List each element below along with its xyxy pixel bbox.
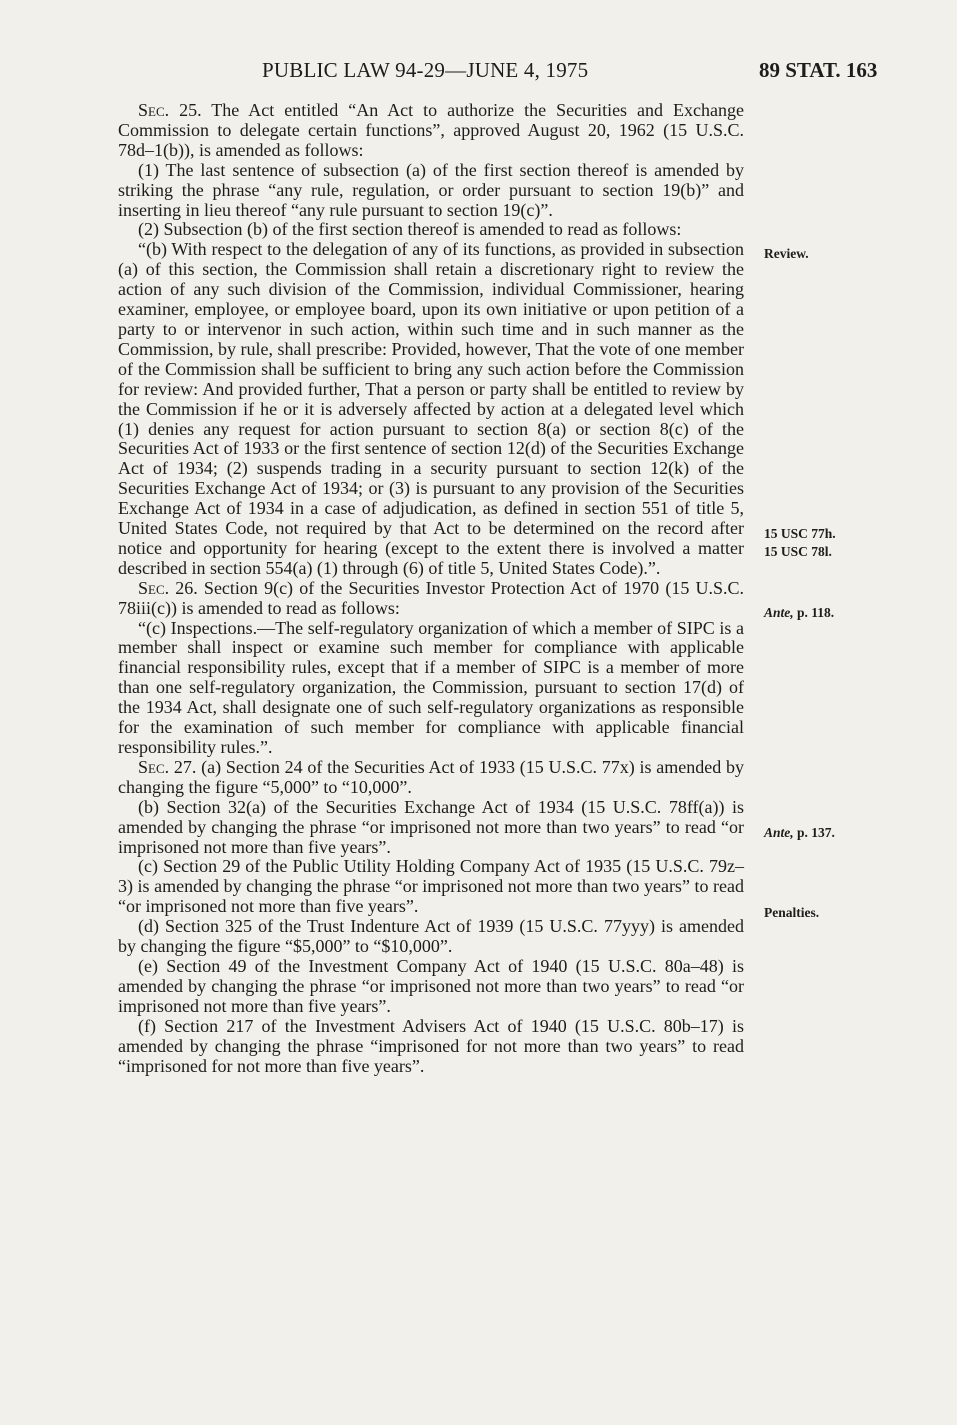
paragraph: (1) The last sentence of subsection (a) of the first section thereof is amended by striking the phrase “any rule, regulation, or order pursuant to section 19(b)” and inserting in lieu thereof “any rule pursuant to section 19(c)”.	[118, 159, 744, 220]
paragraph: (f) Section 217 of the Investment Advisers Act of 1940 (15 U.S.C. 80b–17) is amended by changing the phrase “imprisoned for not more than two years” to read “imprisoned for not more than five years”.	[118, 1015, 744, 1076]
section-lead: Sec.	[138, 577, 170, 598]
paragraph-sec-27: Sec. 27. (a) Section 24 of the Securities Act of 1933 (15 U.S.C. 77x) is amended by changing the figure “5,000” to “10,000”.	[118, 756, 744, 797]
paragraph: (d) Section 325 of the Trust Indenture Act of 1939 (15 U.S.C. 77yyy) is amended by changing the figure “$5,000” to “$10,000”.	[118, 916, 744, 957]
section-lead: Sec.	[138, 100, 170, 120]
paragraph-sec-26: Sec. 26. Section 9(c) of the Securities Investor Protection Act of 1970 (15 U.S.C. 78iii(c)) is amended to read as follows:	[118, 577, 744, 618]
margin-note-review: Review.	[764, 246, 809, 261]
margin-note-ante-137: Ante, p. 137.	[764, 825, 835, 840]
paragraph: (b) Section 32(a) of the Securities Exchange Act of 1934 (15 U.S.C. 78ff(a)) is amended by changing the phrase “or imprisoned not more than two years” to read “or imprisoned not more than five years”.	[118, 796, 744, 857]
paragraph: (e) Section 49 of the Investment Company Act of 1940 (15 U.S.C. 80a–48) is amended by changing the phrase “or imprisoned not more than two years” to read “or imprisoned not more than five years”.	[118, 955, 744, 1016]
paragraph: (c) Section 29 of the Public Utility Holding Company Act of 1935 (15 U.S.C. 79z–3) is amended by changing the phrase “or imprisoned not more than two years” to read “or imprisoned not more than five years”.	[118, 856, 744, 917]
margin-note-usc-78l: 15 USC 78l.	[764, 544, 832, 559]
body-text	[118, 101, 744, 1076]
paragraph: (2) Subsection (b) of the first section thereof is amended to read as follows:	[138, 219, 682, 240]
paragraph-sec-25: Sec. 25. The Act entitled “An Act to authorize the Securities and Exchange Commission to delegate certain functions”, approved August 20, 1962 (15 U.S.C. 78d–1(b)), is amended as follows:	[118, 100, 744, 160]
margin-note-ante-118: Ante, p. 118.	[764, 605, 835, 620]
paragraph: “(c) Inspections.—The self-regulatory organization of which a member of SIPC is a member shall inspect or examine such member for compliance with applicable financial responsibility rules, except that if a member of SIPC is a member of more than one self-regulatory organization, the Commission, pursuant to section 17(d) of the 1934 Act, shall designate one of such self-regulatory organizations as responsible for the examination of such member for compliance with applicable financial responsibility rules.”.	[118, 617, 744, 757]
section-lead: Sec.	[138, 756, 170, 777]
paragraph: “(b) With respect to the delegation of any of its functions, as provided in subsection (a) of this section, the Commission shall retain a discretionary right to review the action of any such division of the Commission, individual Commissioner, hearing examiner, employee, or employee board, upon its own initiative or upon petition of a party to or intervenor in such action, within such time and in such manner as the Commission, by rule, shall prescribe: Provided, however, That the vote of one member of the Commission shall be sufficient to bring any such action before the Commission for review: And provided further, That a person or party shall be entitled to review by the Commission if he or it is adversely affected by action at a delegated level which (1) denies any request for action pursuant to section 8(a) or section 8(c) of the Securities Act of 1933 or the first sentence of section 12(d) of the Securities Exchange Act of 1934; (2) suspends trading in a security pursuant to section 12(k) of the Securities Exchange Act of 1934; or (3) is pursuant to any provision of the Securities Exchange Act of 1934 in a case of adjudication, as defined in section 551 of title 5, United States Code, not required by that Act to be determined on the record after notice and opportunity for hearing (except to the extent there is involved a matter described in section 554(a) (1) through (6) of title 5, United States Code).”.	[118, 239, 744, 578]
margin-note-usc-77h: 15 USC 77h.	[764, 526, 836, 541]
running-head-page-ref: 89 STAT. 163	[759, 58, 878, 82]
running-head-title: PUBLIC LAW 94-29—JUNE 4, 1975	[262, 58, 589, 82]
margin-note-penalties: Penalties.	[764, 905, 820, 920]
